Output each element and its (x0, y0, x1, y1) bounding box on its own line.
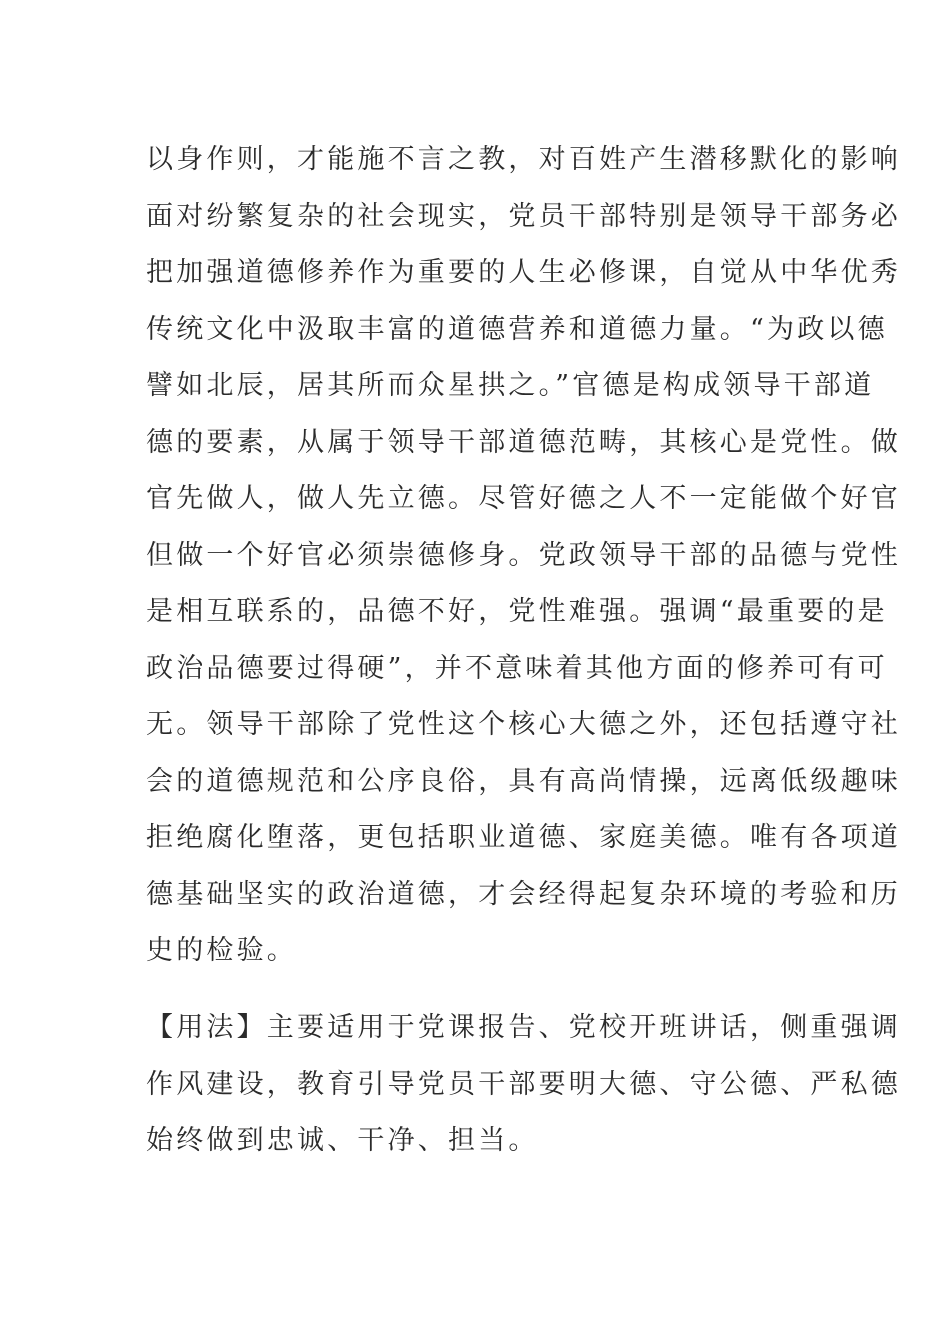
text-line: 但做一个好官必须崇德修身。党政领导干部的品德与党性 (146, 539, 901, 571)
text-line: 政治品德要过得硬”，并不意味着其他方面的修养可有可 (146, 652, 888, 684)
text-line: 面对纷繁复杂的社会现实，党员干部特别是领导干部务必 (146, 200, 901, 232)
main-paragraph (146, 132, 901, 980)
text-line: 【用法】主要适用于党课报告、党校开班讲话，侧重强调 (146, 1012, 901, 1043)
text-line: 传统文化中汲取丰富的道德营养和道德力量。“为政以德 (146, 313, 888, 345)
text-line: 始终做到忠诚、干净、担当。 (146, 1125, 539, 1156)
usage-paragraph (146, 1000, 901, 1170)
text-line: 以身作则，才能施不言之教，对百姓产生潜移默化的影响 (146, 144, 901, 175)
text-line: 德基础坚实的政治道德，才会经得起复杂环境的考验和历 (146, 878, 901, 910)
text-line: 把加强道德修养作为重要的人生必修课，自觉从中华优秀 (146, 257, 901, 288)
text-line: 拒绝腐化堕落，更包括职业道德、家庭美德。唯有各项道 (146, 822, 901, 853)
text-line: 德的要素，从属于领导干部道德范畴，其核心是党性。做 (146, 426, 901, 458)
text-line: 会的道德规范和公序良俗，具有高尚情操，远离低级趣味 (146, 765, 901, 797)
text-line: 官先做人，做人先立德。尽管好德之人不一定能做个好官 (146, 483, 901, 514)
text-line: 无。领导干部除了党性这个核心大德之外，还包括遵守社 (146, 709, 901, 740)
text-line: 是相互联系的，品德不好，党性难强。强调“最重要的是 (146, 596, 888, 627)
text-line: 作风建设，教育引导党员干部要明大德、守公德、严私德 (146, 1068, 901, 1100)
text-line: 譬如北辰，居其所而众星拱之。”官德是构成领导干部道 (146, 370, 875, 401)
text-line: 史的检验。 (146, 935, 297, 966)
